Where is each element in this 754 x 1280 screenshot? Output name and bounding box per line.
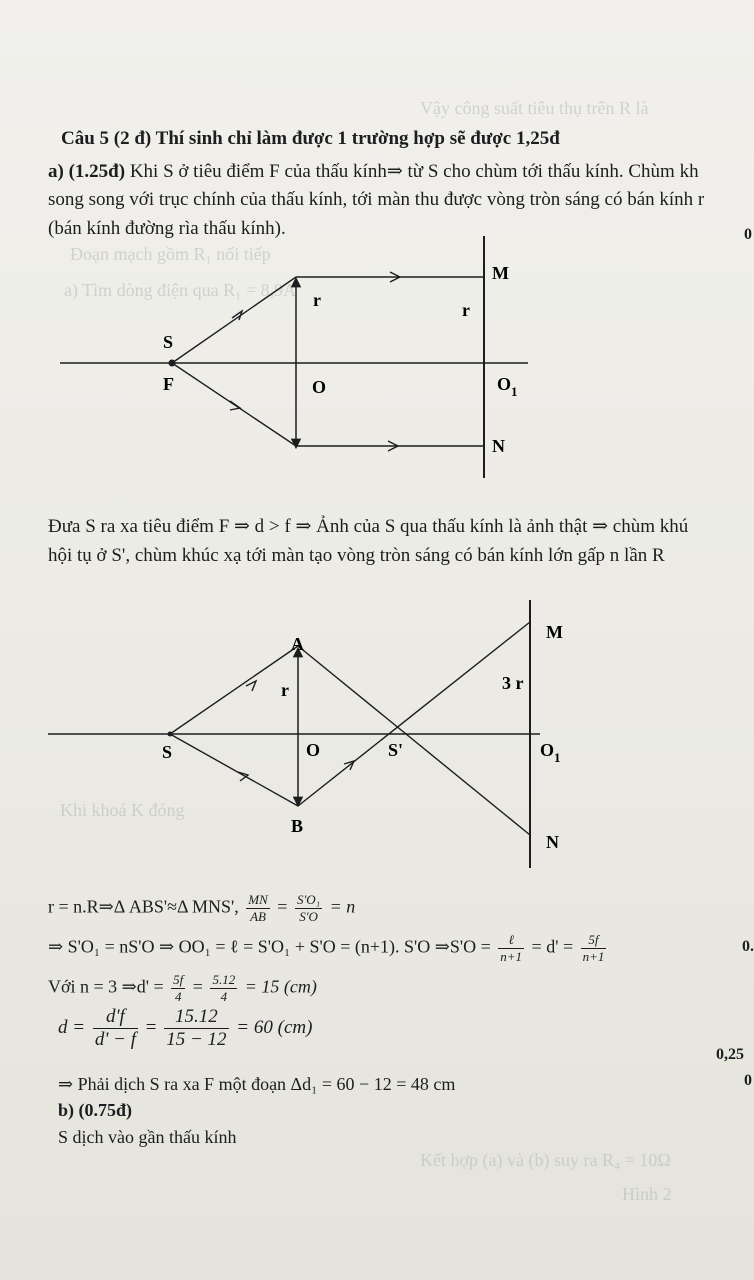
equation-5: ⇒ Phải dịch S ra xa F một đoạn Δd₁ = 60 − 12 = 48 cm bbox=[58, 1074, 456, 1094]
label-o1-main: O bbox=[540, 740, 555, 760]
eq1-left: r = n.R⇒Δ ABS'≈Δ MNS', bbox=[48, 896, 239, 917]
ghost-text: a) Tìm dòng điện qua R₁ = 8,9A bbox=[64, 280, 297, 300]
part-a-line1 bbox=[48, 160, 699, 183]
part-b-label: b) (0.75đ) bbox=[58, 1100, 133, 1120]
margin-score: 0 bbox=[744, 226, 752, 243]
fraction-denominator: 4 bbox=[220, 989, 228, 1004]
label-f: F bbox=[163, 374, 174, 394]
label-o1-sub: 1 bbox=[511, 384, 518, 399]
ghost-text: Hình 2 bbox=[622, 1184, 672, 1204]
equation-3 bbox=[48, 972, 317, 1005]
label-a: A bbox=[291, 634, 304, 654]
label-b: B bbox=[291, 816, 304, 836]
eq3-left: Với n = 3 ⇒d' = bbox=[48, 976, 164, 997]
source-point-s bbox=[168, 732, 173, 737]
margin-score: 0,25 bbox=[716, 1046, 744, 1063]
equation-4 bbox=[58, 1006, 312, 1051]
label-o1-sub: 1 bbox=[554, 750, 561, 765]
label-n: N bbox=[492, 436, 505, 456]
ghost-text: Đoạn mạch gồm R₁ nối tiếp bbox=[70, 244, 271, 264]
fraction-denominator: S'O bbox=[299, 909, 318, 924]
eq1-equals: = bbox=[277, 896, 288, 917]
ghost-text: Khi khoá K đóng bbox=[60, 800, 185, 820]
ray-lower-refracted bbox=[298, 622, 530, 806]
ghost-text: Kết hợp (a) và (b) suy ra R₄ = 10Ω bbox=[420, 1150, 671, 1170]
part-a-text: Khi S ở tiêu điểm F của thấu kính⇒ từ S cho chùm tới thấu kính. Chùm kh bbox=[129, 161, 699, 182]
fraction-numerator: 5f bbox=[581, 932, 607, 949]
fraction-numerator: 5f bbox=[173, 972, 184, 987]
question-title: Câu 5 (2 đ) Thí sinh chỉ làm được 1 trường hợp sẽ được 1,25đ bbox=[61, 128, 560, 149]
label-s: S bbox=[163, 332, 174, 352]
label-3r: 3 r bbox=[502, 673, 524, 693]
eq2-fraction-1 bbox=[498, 932, 524, 965]
eq4-right: = 60 (cm) bbox=[236, 1016, 313, 1038]
label-o: O bbox=[312, 377, 327, 397]
label-o1-main: O bbox=[497, 374, 512, 394]
eq4-fraction-1 bbox=[93, 1006, 138, 1051]
ray-upper-incident bbox=[170, 646, 298, 734]
ray-lower-incident bbox=[170, 734, 298, 806]
eq1-fraction-2 bbox=[295, 892, 322, 925]
label-s: S bbox=[162, 742, 173, 762]
fraction-denominator: 15 − 12 bbox=[166, 1029, 227, 1050]
figure-1-diagram bbox=[0, 230, 754, 490]
part-b-text: S dịch vào gần thấu kính bbox=[58, 1127, 237, 1147]
eq2-mid: = d' = bbox=[531, 936, 574, 957]
paragraph-2-line2: hội tụ ở S', chùm khúc xạ tới màn tạo vòng tròn sáng có bán kính lớn gấp n lần R bbox=[48, 545, 665, 566]
arrow-mark bbox=[246, 681, 256, 691]
fraction-numerator: 15.12 bbox=[164, 1006, 228, 1029]
fraction-denominator: n+1 bbox=[582, 949, 605, 964]
ghost-text: Vậy công suất tiêu thụ trên R là bbox=[420, 98, 649, 118]
eq3-fraction-1 bbox=[171, 972, 185, 1005]
fraction-denominator: AB bbox=[250, 909, 266, 924]
eq2-left: ⇒ S'O₁ = nS'O ⇒ OO₁ = ℓ = S'O₁ + S'O = (n+1). S'O ⇒S'O = bbox=[48, 936, 491, 957]
label-m: M bbox=[546, 622, 563, 642]
fraction-numerator: S'O₁ bbox=[296, 892, 321, 907]
label-r: r bbox=[281, 680, 289, 700]
eq4-left: d = bbox=[58, 1016, 86, 1038]
label-o1 bbox=[540, 740, 561, 765]
eq1-right: = n bbox=[329, 896, 356, 917]
eq3-equals: = bbox=[192, 976, 203, 997]
margin-score: 0 bbox=[744, 1072, 752, 1089]
ray-upper-refracted bbox=[298, 646, 530, 835]
equation-1 bbox=[48, 892, 355, 925]
part-a-line2: song song với trục chính của thấu kính, tới màn thu được vòng tròn sáng có bán kính r bbox=[48, 189, 705, 210]
source-point-s bbox=[169, 360, 176, 367]
label-o1 bbox=[497, 374, 518, 399]
label-r-screen: r bbox=[462, 300, 470, 320]
paragraph-2-line1: Đưa S ra xa tiêu điểm F ⇒ d > f ⇒ Ảnh của S qua thấu kính là ảnh thật ⇒ chùm khú bbox=[48, 516, 689, 537]
fraction-numerator: d'f bbox=[93, 1006, 138, 1029]
label-s-prime: S' bbox=[388, 740, 404, 760]
fraction-numerator: MN bbox=[248, 892, 268, 907]
label-m: M bbox=[492, 263, 509, 283]
label-n: N bbox=[546, 832, 559, 852]
part-a-line3: (bán kính đường rìa thấu kính). bbox=[48, 218, 286, 239]
fraction-numerator: 5.12 bbox=[212, 972, 236, 987]
equation-2 bbox=[48, 932, 609, 965]
label-r-lens: r bbox=[313, 290, 321, 310]
ray-upper-incident bbox=[172, 277, 296, 363]
fraction-numerator: ℓ bbox=[498, 932, 524, 949]
fraction-denominator: n+1 bbox=[500, 949, 523, 964]
fraction-denominator: 4 bbox=[174, 989, 182, 1004]
fraction-denominator: d' − f bbox=[94, 1029, 136, 1050]
margin-score: 0. bbox=[742, 938, 754, 955]
figure-2-diagram bbox=[0, 590, 754, 870]
eq2-fraction-2 bbox=[581, 932, 607, 965]
part-a-label: a) (1.25đ) bbox=[48, 161, 126, 182]
eq4-equals: = bbox=[145, 1016, 157, 1038]
eq1-fraction-1 bbox=[246, 892, 270, 925]
eq3-right: = 15 (cm) bbox=[244, 976, 317, 997]
eq3-fraction-2 bbox=[210, 972, 237, 1005]
eq4-fraction-2 bbox=[164, 1006, 228, 1051]
label-o: O bbox=[306, 740, 321, 760]
